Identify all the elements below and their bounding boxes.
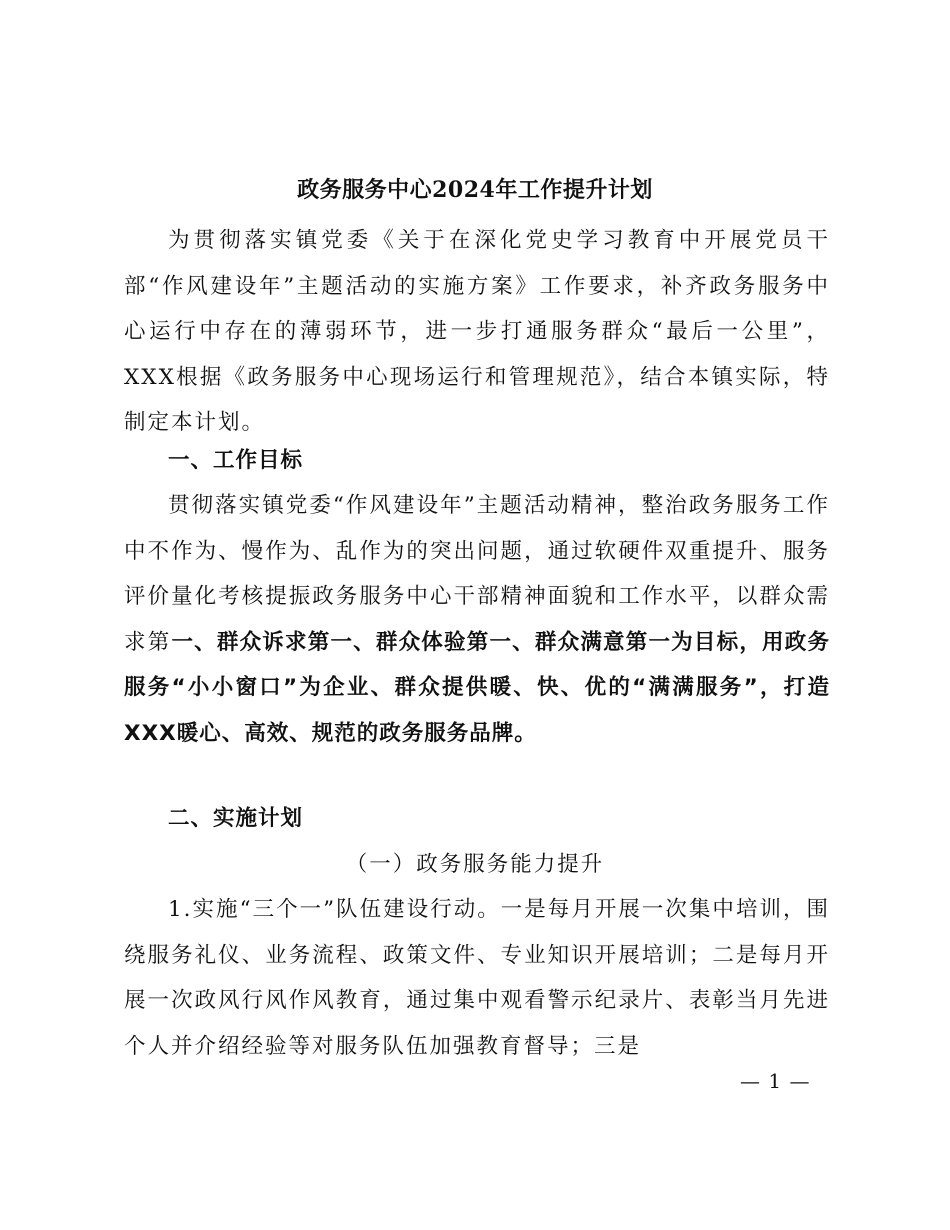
- work-goals-text-regular: 贯彻落实镇党委“作风建设年”主题活动精神，整治政务服务工作中不作为、慢作为、乱作为的突出问题，通过软硬件双重提升、服务评价量化考核提振政务服务中心干部精神面貌和工作水平，以群众需求第: [124, 493, 830, 655]
- work-goals-paragraph: [124, 483, 830, 756]
- item1-paragraph: 1.实施“三个一”队伍建设行动。一是每月开展一次集中培训，围绕服务礼仪、业务流程、政策文件、专业知识开展培训；二是每月开展一次政风行风作风教育，通过集中观看警示纪录片、表彰当月先进个人并介绍经验等对服务队伍加强教育督导；三是: [124, 897, 830, 1059]
- section-heading-work-goals: 一、工作目标: [168, 448, 304, 473]
- document-title: 政务服务中心2024年工作提升计划: [297, 177, 653, 203]
- subsection-heading-capacity: （一）政务服务能力提升: [345, 852, 605, 877]
- work-goals-text-bold: 一、群众诉求第一、群众体验第一、群众满意第一为目标，用政务服务“小小窗口”为企业、群众提供暖、快、优的“满满服务”，打造XXX暖心、高效、规范的政务服务品牌。: [124, 629, 830, 746]
- intro-paragraph: 为贯彻落实镇党委《关于在深化党史学习教育中开展党员干部“作风建设年”主题活动的实施方案》工作要求，补齐政务服务中心运行中存在的薄弱环节，进一步打通服务群众“最后一公里”，XXX根据《政务服务中心现场运行和管理规范》，结合本镇实际，特制定本计划。: [124, 228, 830, 435]
- section-heading-implementation-plan: 二、实施计划: [168, 806, 304, 831]
- page-number: — 1 —: [740, 1069, 811, 1093]
